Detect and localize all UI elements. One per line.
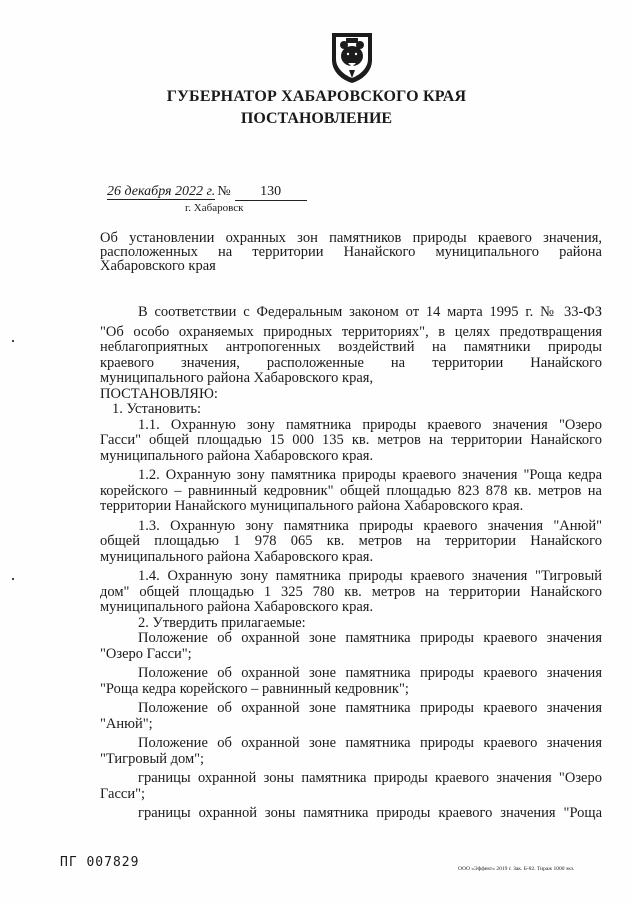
document-body bbox=[100, 305, 602, 822]
body-line: "Об особо охраняемых природных территориях", в целях предотвращения bbox=[100, 324, 602, 340]
item-1-1: Гасси" общей площадью 15 000 135 кв. метров на территории Нанайского bbox=[100, 433, 602, 448]
body-line: неблагоприятных антропогенных воздействий на памятники природы bbox=[100, 340, 602, 355]
subject-line: Хабаровского края bbox=[100, 258, 216, 274]
printing-info: ООО «Эффект» 2019 г. Зак. Б-82. Тираж 1000 экз. bbox=[458, 866, 575, 872]
body-line: муниципального района Хабаровского края, bbox=[100, 371, 374, 386]
body-line: краевого значения, расположенные на территории Нанайского bbox=[100, 355, 602, 371]
item-1-3: 1.3. Охранную зону памятника природы краевого значения "Анюй" bbox=[138, 518, 602, 534]
scan-speck bbox=[12, 578, 14, 580]
subject-heading bbox=[100, 231, 602, 273]
boundaries-1: Гасси"; bbox=[100, 786, 146, 802]
body-line: В соответствии с Федеральным законом от 14 марта 1995 г. № 33-ФЗ bbox=[138, 305, 602, 320]
subject-line: Об установлении охранных зон памятников природы краевого значения, bbox=[100, 230, 602, 246]
boundaries-1: границы охранной зоны памятника природы краевого значения "Озеро bbox=[138, 771, 602, 786]
regulation-1: "Озеро Гасси"; bbox=[100, 646, 192, 662]
regulation-4: "Тигровый дом"; bbox=[100, 751, 205, 767]
coat-of-arms-icon bbox=[329, 30, 375, 84]
city: г. Хабаровск bbox=[185, 202, 244, 214]
regulation-4: Положение об охранной зоне памятника природы краевого значения bbox=[138, 736, 602, 751]
item-1-2: 1.2. Охранную зону памятника природы краевого значения "Роща кедра bbox=[138, 468, 602, 483]
item-1-3: общей площадью 1 978 065 кв. метров на территории Нанайского bbox=[100, 534, 602, 549]
document-type: ПОСТАНОВЛЕНИЕ bbox=[240, 110, 393, 127]
date-number-line bbox=[107, 184, 307, 201]
regulation-2: "Роща кедра корейского – равнинный кедровник"; bbox=[100, 681, 409, 697]
item-2: 2. Утвердить прилагаемые: bbox=[138, 615, 306, 631]
item-1-1: 1.1. Охранную зону памятника природы краевого значения "Озеро bbox=[138, 417, 602, 433]
item-1-2: корейского – равнинный кедровник" общей площадью 823 878 кв. метров на bbox=[100, 483, 602, 499]
regulation-3: "Анюй"; bbox=[100, 716, 153, 732]
number-label: № bbox=[217, 184, 231, 199]
item-1-3: муниципального района Хабаровского края. bbox=[100, 549, 374, 565]
document-date: 26 декабря 2022 г. bbox=[107, 184, 216, 199]
form-serial-number: ПГ 007829 bbox=[60, 855, 140, 870]
item-1-2: территории Нанайского муниципального района Хабаровского края. bbox=[100, 499, 524, 514]
item-1-4: муниципального района Хабаровского края. bbox=[100, 600, 374, 615]
subject-line: расположенных на территории Нанайского муниципального района bbox=[100, 244, 602, 260]
boundaries-2: границы охранной зоны памятника природы краевого значения "Роща bbox=[138, 806, 602, 821]
authority-title: ГУБЕРНАТОР ХАБАРОВСКОГО КРАЯ bbox=[166, 88, 467, 105]
scan-speck bbox=[12, 340, 14, 342]
item-1-4: дом" общей площадью 1 325 780 кв. метров на территории Нанайского bbox=[100, 584, 602, 600]
item-1: 1. Установить: bbox=[112, 402, 202, 417]
regulation-1: Положение об охранной зоне памятника природы краевого значения bbox=[138, 631, 602, 646]
resolve-word: ПОСТАНОВЛЯЮ: bbox=[100, 386, 218, 402]
regulation-2: Положение об охранной зоне памятника природы краевого значения bbox=[138, 666, 602, 681]
document-number: 130 bbox=[235, 184, 307, 201]
regulation-3: Положение об охранной зоне памятника природы краевого значения bbox=[138, 701, 602, 716]
item-1-4: 1.4. Охранную зону памятника природы краевого значения "Тигровый bbox=[138, 569, 602, 584]
item-1-1: муниципального района Хабаровского края. bbox=[100, 448, 374, 464]
